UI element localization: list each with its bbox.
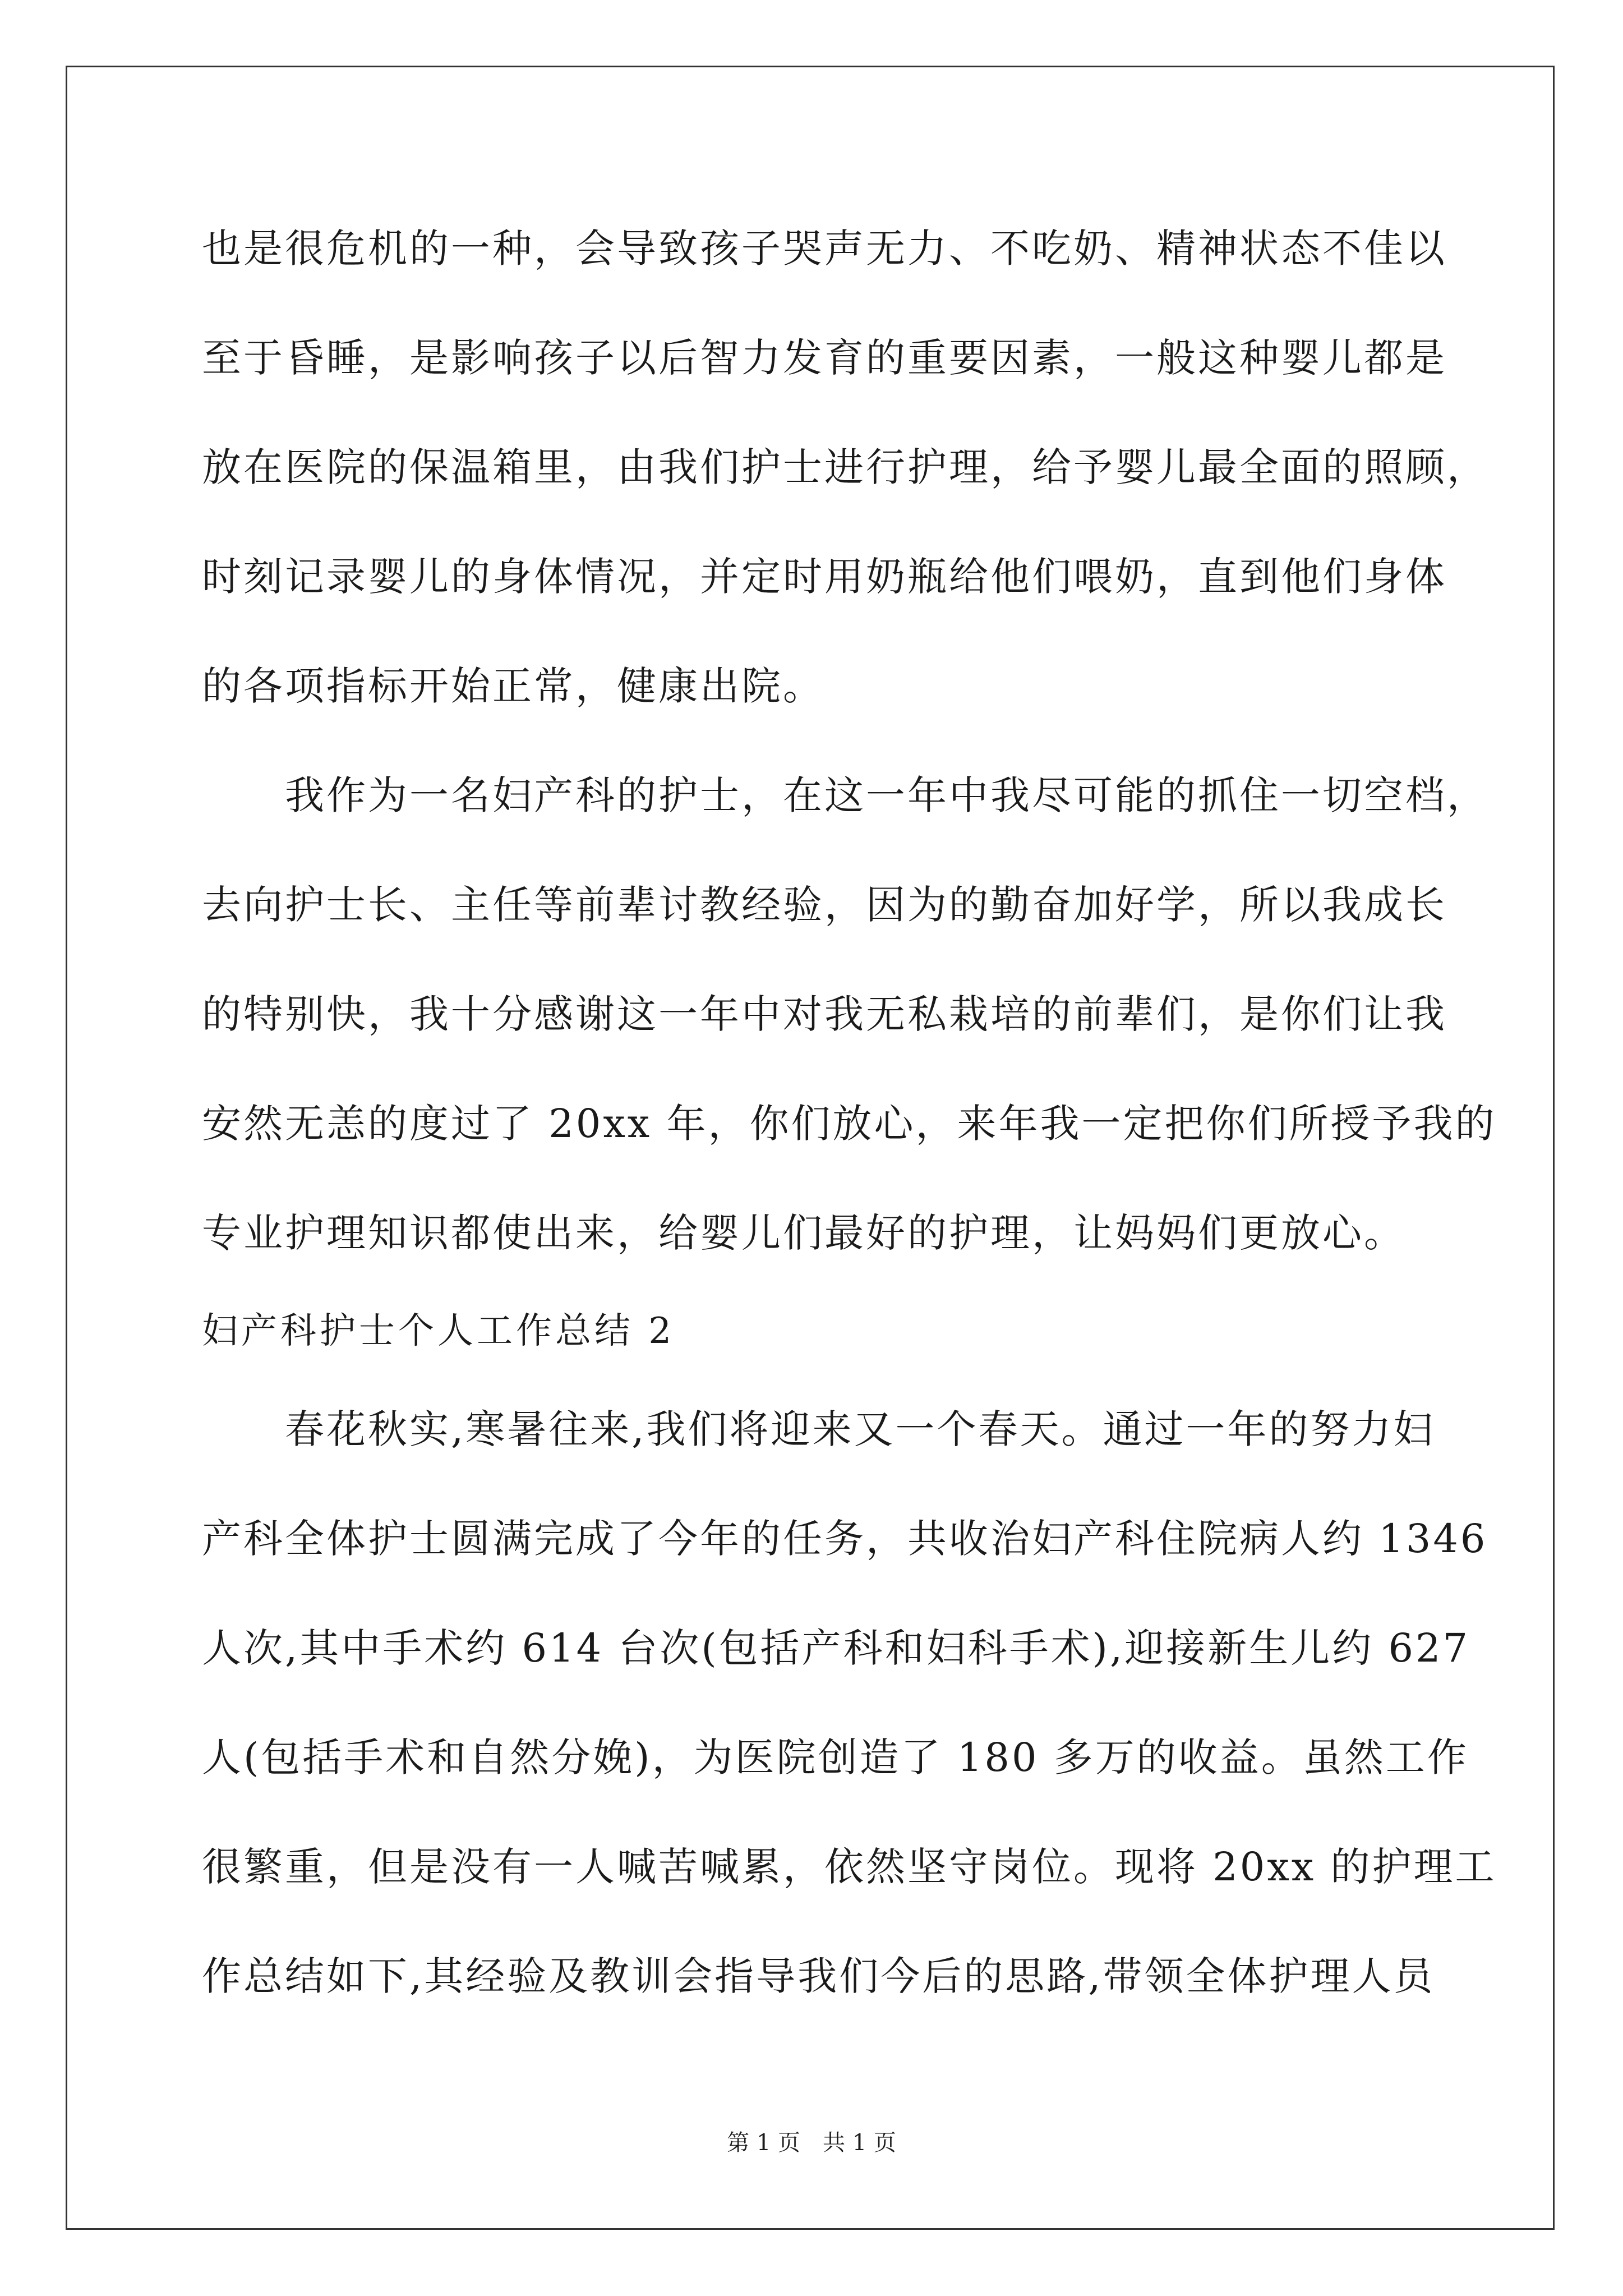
paragraph-line: 至于昏睡，是影响孩子以后智力发育的重要因素，一般这种婴儿都是 (202, 335, 1447, 381)
paragraph-line: 我作为一名妇产科的护士，在这一年中我尽可能的抓住一切空档， (285, 772, 1488, 818)
page-number: 第 1 页 (727, 2130, 800, 2156)
paragraph-line: 作总结如下,其经验及教训会指导我们今后的思路,带领全体护理人员 (202, 1953, 1435, 1999)
paragraph-line: 放在医院的保温箱里，由我们护士进行护理，给予婴儿最全面的照顾， (202, 444, 1488, 490)
paragraph-line: 的特别快，我十分感谢这一年中对我无私栽培的前辈们，是你们让我 (202, 991, 1447, 1037)
page-footer (0, 2129, 1623, 2157)
paragraph-line: 很繁重，但是没有一人喊苦喊累，依然坚守岗位。现将 20xx 的护理工 (202, 1844, 1497, 1890)
paragraph-line: 时刻记录婴儿的身体情况，并定时用奶瓶给他们喂奶，直到他们身体 (202, 554, 1447, 600)
paragraph-line: 春花秋实,寒暑往来,我们将迎来又一个春天。通过一年的努力妇 (285, 1406, 1435, 1452)
paragraph-line: 人(包括手术和自然分娩)，为医院创造了 180 多万的收益。虽然工作 (202, 1734, 1469, 1780)
paragraph-line: 的各项指标开始正常，健康出院。 (202, 663, 824, 709)
section-heading: 妇产科护士个人工作总结 2 (202, 1310, 675, 1352)
page-count: 共 1 页 (823, 2130, 896, 2156)
paragraph-line: 人次,其中手术约 614 台次(包括产科和妇科手术),迎接新生儿约 627 (202, 1625, 1470, 1671)
paragraph-line: 也是很危机的一种，会导致孩子哭声无力、不吃奶、精神状态不佳以 (202, 226, 1447, 272)
paragraph-line: 产科全体护士圆满完成了今年的任务，共收治妇产科住院病人约 1346 (202, 1516, 1488, 1562)
paragraph-line: 安然无恙的度过了 20xx 年，你们放心，来年我一定把你们所授予我的 (202, 1101, 1497, 1147)
paragraph-line: 去向护士长、主任等前辈讨教经验，因为的勤奋加好学，所以我成长 (202, 882, 1447, 928)
paragraph-line: 专业护理知识都使出来，给婴儿们最好的护理，让妈妈们更放心。 (202, 1210, 1405, 1256)
